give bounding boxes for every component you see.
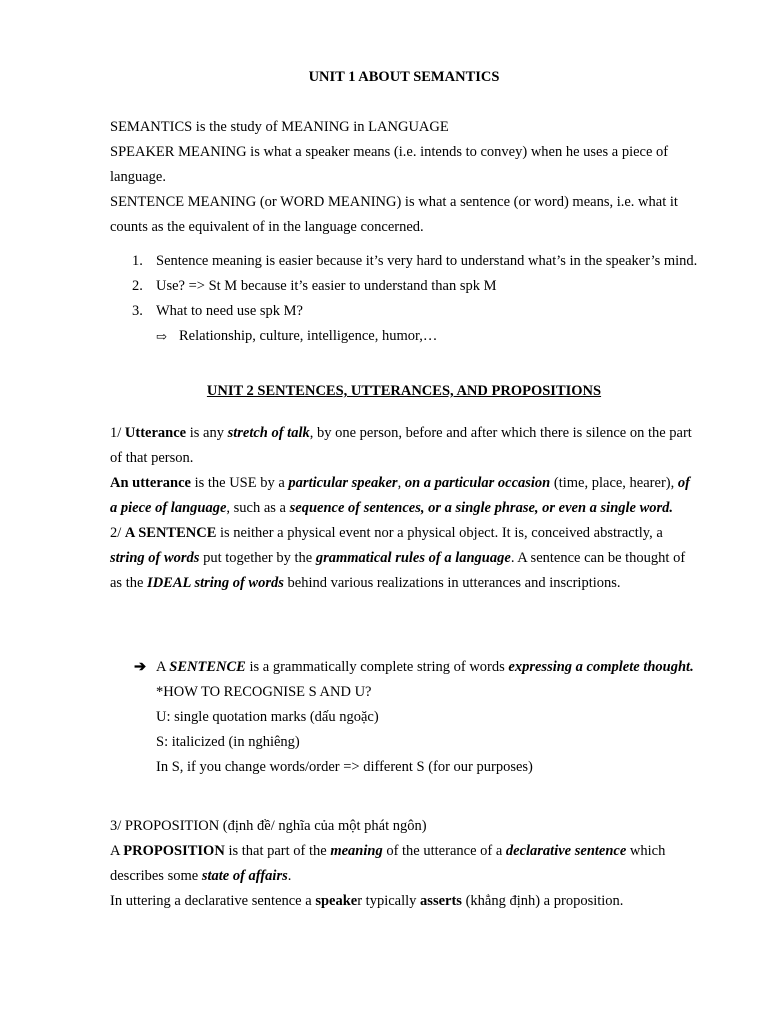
unit1-body: [110, 115, 698, 240]
emphasis: state of affairs: [201, 868, 288, 884]
emphasis: stretch of talk: [227, 425, 310, 441]
text-run: which describes some: [110, 843, 666, 884]
hollow-arrow-icon: ⇨: [156, 329, 167, 344]
emphasis: string of words: [110, 550, 200, 566]
list-text: Sentence meaning is easier because it’s very hard to understand what’s in the speaker’s mind.: [156, 253, 698, 269]
utterance-section: [110, 421, 698, 596]
list-number: 2.: [132, 278, 143, 294]
text-run: is the USE by a: [190, 475, 289, 491]
recognise-u: U: single quotation marks (dấu ngoặc): [156, 709, 379, 725]
recognise-note: In S, if you change words/order => different S (for our purposes): [156, 759, 533, 775]
proposition-section: [110, 814, 698, 914]
unit2-title-wrap: [110, 379, 698, 404]
emphasis: SENTENCE: [169, 659, 246, 675]
proposition-heading: 3/ PROPOSITION (định đề/ nghĩa của một phát ngôn): [110, 818, 427, 834]
text-run: ,: [397, 475, 405, 491]
list-item: [110, 274, 698, 299]
sentence-definition: [110, 521, 698, 596]
list-number: 1.: [132, 253, 143, 269]
text-run: A: [110, 843, 124, 859]
list-text: Use? => St M because it’s easier to understand than spk M: [156, 278, 497, 294]
answer-line: [110, 324, 698, 349]
unit2-title: UNIT 2 SENTENCES, UTTERANCES, AND PROPOSITIONS: [206, 383, 602, 399]
answer-text: Relationship, culture, intelligence, humor,…: [179, 328, 438, 344]
emphasis: of a piece of language: [110, 475, 690, 516]
text-run: , such as a: [226, 500, 290, 516]
emphasis: expressing a complete thought.: [508, 659, 694, 675]
unit2-header: [110, 379, 698, 404]
emphasis: particular speaker: [288, 475, 398, 491]
text-run: put together by the: [199, 550, 316, 566]
an-utterance-term: An utterance: [110, 475, 191, 491]
text-run: is neither a physical event nor a physical object. It is, conceived abstractly, a: [216, 525, 663, 541]
proposition-term: PROPOSITION: [123, 843, 225, 859]
emphasis: grammatical rules of a language: [315, 550, 511, 566]
recognise-s: S: italicized (in nghiêng): [156, 734, 300, 750]
text-run: r typically: [357, 893, 421, 909]
recognise-heading: *HOW TO RECOGNISE S AND U?: [156, 684, 372, 700]
text-run: . A sentence can be thought of as the: [110, 550, 686, 591]
section-number: 2/: [110, 525, 125, 541]
emphasis: speake: [315, 893, 358, 909]
list-item: [110, 249, 698, 274]
text-run: (khẳng định) a proposition.: [461, 893, 624, 909]
list-text: What to need use spk M?: [156, 303, 303, 319]
assert-sentence: [110, 889, 698, 914]
emphasis: declarative sentence: [505, 843, 627, 859]
speaker-meaning-definition: SPEAKER MEANING is what a speaker means (i.e. intends to convey) when he uses a piece of language.: [110, 144, 669, 185]
section-number: 1/: [110, 425, 125, 441]
text-run: behind various realizations in utterances and inscriptions.: [283, 575, 621, 591]
sentence-summary: [110, 655, 698, 780]
text-run: In uttering a declarative sentence a: [110, 893, 316, 909]
list-number: 3.: [132, 303, 143, 319]
text-run: of the utterance of a: [382, 843, 506, 859]
emphasis: meaning: [330, 843, 383, 859]
text-run: is a grammatically complete string of words: [245, 659, 509, 675]
text-run: is any: [186, 425, 228, 441]
utterance-definition: [110, 421, 698, 471]
unit1-title: UNIT 1 ABOUT SEMANTICS: [308, 69, 500, 85]
an-utterance-definition: [110, 471, 698, 521]
sentence-term: A SENTENCE: [124, 525, 217, 541]
text-run: , by one person, before and after which there is silence on the part of that person.: [110, 425, 692, 466]
text-run: is that part of the: [224, 843, 331, 859]
utterance-term: Utterance: [124, 425, 187, 441]
semantics-definition: SEMANTICS is the study of MEANING in LANGUAGE: [110, 119, 449, 135]
bold-arrow-icon: ➔: [134, 659, 147, 675]
text-run: (time, place, hearer),: [550, 475, 678, 491]
list-item: [110, 299, 698, 324]
sentence-meaning-definition: SENTENCE MEANING (or WORD MEANING) is what a sentence (or word) means, i.e. what it counts as the equivalent of in the language concerned.: [110, 194, 678, 235]
emphasis: on a particular occasion: [404, 475, 551, 491]
text-run: .: [287, 868, 292, 884]
unit1-list: [110, 249, 698, 349]
sentence-summary-bullet: [110, 655, 698, 680]
emphasis: IDEAL string of words: [147, 575, 284, 591]
proposition-definition: [110, 839, 698, 889]
emphasis: sequence of sentences, or a single phrase, or even a single word.: [289, 500, 674, 516]
text-run: A: [156, 659, 170, 675]
unit1-section: [110, 65, 698, 90]
emphasis: asserts: [420, 893, 462, 909]
